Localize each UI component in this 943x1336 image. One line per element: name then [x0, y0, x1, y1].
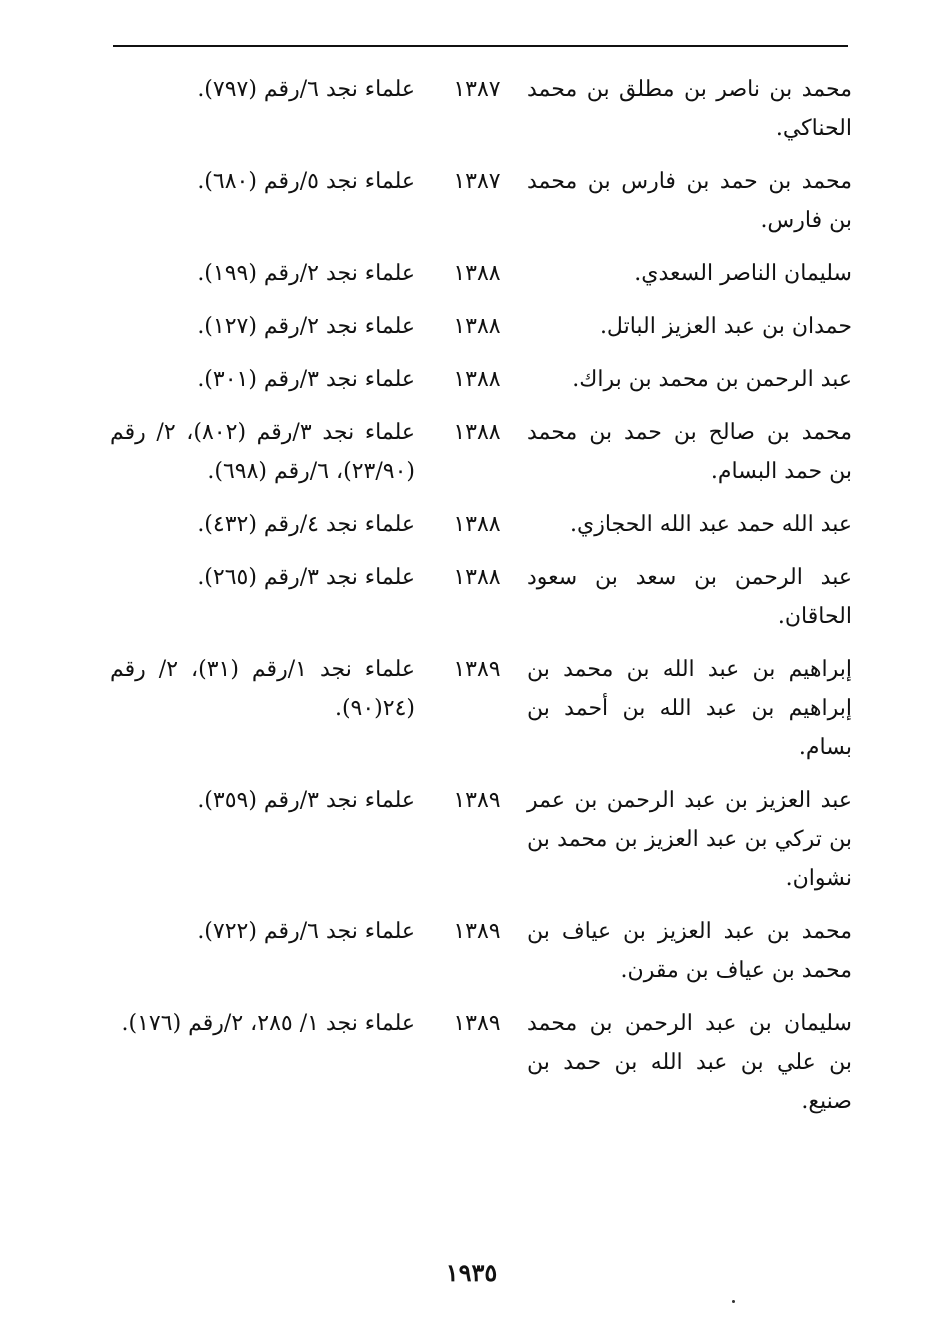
- entry-year: ١٣٨٨: [453, 367, 501, 392]
- entry-row: [110, 70, 852, 148]
- entry-reference: علماء نجد ٦/رقم (٧٢٢).: [197, 919, 415, 944]
- entry-name: محمد بن عبد العزيز بن عياف بن محمد بن عياف بن مقرن.: [527, 919, 852, 983]
- entry-name: إبراهيم بن عبد الله بن محمد بن إبراهيم بن عبد الله بن أحمد بن بسام.: [527, 657, 852, 760]
- entry-row: [110, 254, 852, 293]
- header-rule: [113, 45, 848, 47]
- entry-year: ١٣٨٩: [453, 1011, 501, 1036]
- entry-name: عبد العزيز بن عبد الرحمن بن عمر بن تركي بن عبد العزيز بن محمد بن نشوان.: [527, 788, 852, 891]
- entry-year: ١٣٨٨: [453, 314, 501, 339]
- entry-row: [110, 1004, 852, 1121]
- entry-reference: علماء نجد ١/ ٢٨٥، ٢/رقم (١٧٦).: [121, 1011, 415, 1036]
- entries-list: [110, 70, 852, 1135]
- entry-name: سليمان بن عبد الرحمن بن محمد بن علي بن عبد الله بن حمد بن صنيع.: [527, 1011, 852, 1114]
- entry-name: عبد الله حمد عبد الله الحجازي.: [569, 512, 852, 537]
- entry-name: محمد بن حمد بن فارس بن محمد بن فارس.: [527, 169, 852, 233]
- entry-reference: علماء نجد ٣/رقم (٢٦٥).: [197, 565, 415, 590]
- entry-name: حمدان بن عبد العزيز الباتل.: [599, 314, 852, 339]
- entry-name: عبد الرحمن بن محمد بن براك.: [572, 367, 852, 392]
- entry-year: ١٣٨٨: [453, 565, 501, 590]
- print-speck: [732, 1300, 735, 1303]
- entry-row: [110, 360, 852, 399]
- entry-reference: علماء نجد ١/رقم (٣١)، ٢/ رقم (٢٤(٩٠).: [110, 657, 415, 721]
- entry-row: [110, 650, 852, 767]
- entry-row: [110, 505, 852, 544]
- entry-reference: علماء نجد ٤/رقم (٤٣٢).: [197, 512, 415, 537]
- entry-name: محمد بن ناصر بن مطلق بن محمد الحناكي.: [527, 77, 852, 141]
- entry-row: [110, 912, 852, 990]
- entry-year: ١٣٨٨: [453, 420, 501, 445]
- page-number: ١٩٣٥: [445, 1258, 498, 1287]
- entry-year: ١٣٨٧: [453, 169, 501, 194]
- entry-reference: علماء نجد ٥/رقم (٦٨٠).: [197, 169, 415, 194]
- entry-reference: علماء نجد ٢/رقم (١٢٧).: [197, 314, 415, 339]
- entry-year: ١٣٨٩: [453, 657, 501, 682]
- entry-row: [110, 162, 852, 240]
- entry-name: محمد بن صالح بن حمد بن محمد بن حمد البسام.: [527, 420, 852, 484]
- entry-year: ١٣٨٧: [453, 77, 501, 102]
- entry-row: [110, 558, 852, 636]
- entry-reference: علماء نجد ٢/رقم (١٩٩).: [197, 261, 415, 286]
- entry-reference: علماء نجد ٣/رقم (٣٥٩).: [197, 788, 415, 813]
- entry-reference: علماء نجد ٣/رقم (٨٠٢)، ٢/ رقم (٢٣/٩٠)، ٦/رقم (٦٩٨).: [110, 420, 415, 484]
- entry-year: ١٣٨٩: [453, 919, 501, 944]
- entry-row: [110, 307, 852, 346]
- entry-name: سليمان الناصر السعدي.: [634, 261, 852, 286]
- entry-year: ١٣٨٩: [453, 788, 501, 813]
- entry-year: ١٣٨٨: [453, 261, 501, 286]
- entry-name: عبد الرحمن بن سعد بن سعود الحاقان.: [527, 565, 852, 629]
- entry-row: [110, 781, 852, 898]
- entry-reference: علماء نجد ٦/رقم (٧٩٧).: [197, 77, 415, 102]
- entry-reference: علماء نجد ٣/رقم (٣٠١).: [197, 367, 415, 392]
- entry-year: ١٣٨٨: [453, 512, 501, 537]
- entry-row: [110, 413, 852, 491]
